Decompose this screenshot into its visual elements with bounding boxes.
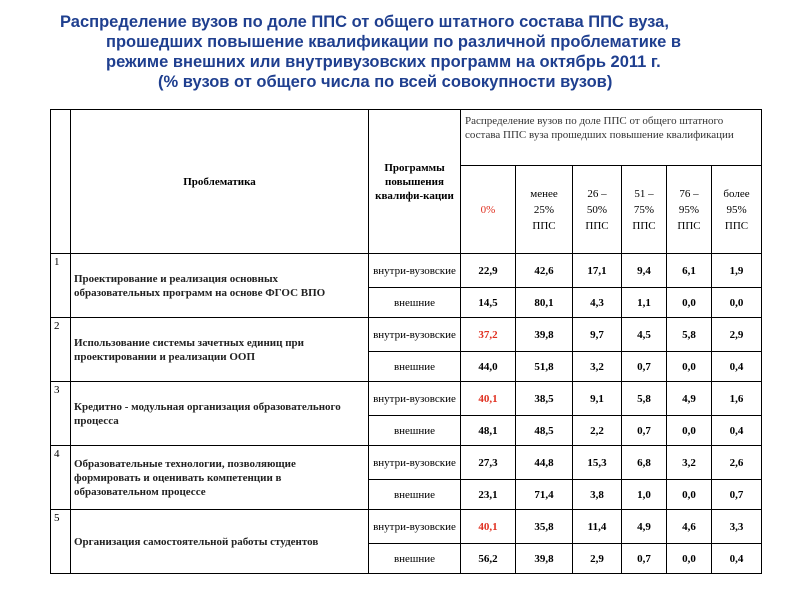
header-col-4: [667, 166, 712, 254]
header-col-line: ППС: [532, 219, 556, 232]
page-title: [60, 12, 760, 92]
value-cell: 1,6: [712, 382, 762, 416]
header-col-5: [712, 166, 762, 254]
table-row: [51, 254, 762, 288]
header-col-0: [461, 166, 516, 254]
row-number: 4: [51, 446, 71, 510]
value-cell: 0,0: [667, 416, 712, 446]
value-cell: 48,5: [516, 416, 573, 446]
value-cell: 9,7: [573, 318, 622, 352]
value-cell: 0,4: [712, 416, 762, 446]
table-row: [51, 446, 762, 480]
title-line-4: (% вузов от общего числа по всей совокупности вузов): [158, 73, 613, 91]
value-cell: 2,6: [712, 446, 762, 480]
value-cell: 0,7: [712, 480, 762, 510]
title-line-3: режиме внешних или внутривузовских программ на октябрь 2011 г.: [106, 53, 661, 71]
header-col-line: ППС: [632, 219, 656, 232]
value-cell: 42,6: [516, 254, 573, 288]
value-cell: 3,3: [712, 510, 762, 544]
value-cell: 3,8: [573, 480, 622, 510]
value-cell: 9,1: [573, 382, 622, 416]
program-type-cell: внутри-вузовские: [369, 382, 461, 416]
distribution-table: [50, 109, 762, 574]
header-col-line: 0%: [480, 203, 496, 216]
value-cell: 40,1: [461, 382, 516, 416]
value-cell: 51,8: [516, 352, 573, 382]
value-cell: 6,1: [667, 254, 712, 288]
value-cell: 2,9: [712, 318, 762, 352]
value-cell: 27,3: [461, 446, 516, 480]
value-cell: 35,8: [516, 510, 573, 544]
value-cell: 0,7: [622, 352, 667, 382]
header-col-line: ППС: [724, 219, 749, 232]
table-row: [51, 510, 762, 544]
header-programs: Программы повышения квалифи-кации: [369, 110, 461, 254]
value-cell: 0,4: [712, 544, 762, 574]
header-col-line: 51 –: [634, 187, 654, 200]
value-cell: 2,9: [573, 544, 622, 574]
title-line-2: прошедших повышение квалификации по различной проблематике в: [106, 33, 682, 51]
program-type-cell: внутри-вузовские: [369, 318, 461, 352]
problem-cell: Проектирование и реализация основных образовательных программ на основе ФГОС ВПО: [71, 254, 369, 318]
value-cell: 0,0: [667, 544, 712, 574]
problem-cell: Кредитно - модульная организация образовательного процесса: [71, 382, 369, 446]
header-col-3: [622, 166, 667, 254]
title-line-1: Распределение вузов по доле ППС от общего штатного состава ППС вуза,: [60, 13, 669, 31]
value-cell: 39,8: [516, 318, 573, 352]
header-col-line: 75%: [633, 203, 655, 216]
program-type-cell: внешние: [369, 288, 461, 318]
value-cell: 1,1: [622, 288, 667, 318]
value-cell: 37,2: [461, 318, 516, 352]
value-cell: 0,0: [667, 352, 712, 382]
value-cell: 1,0: [622, 480, 667, 510]
value-cell: 0,0: [667, 288, 712, 318]
header-col-line: 25%: [533, 203, 555, 216]
value-cell: 39,8: [516, 544, 573, 574]
value-cell: 4,5: [622, 318, 667, 352]
header-col-line: менее: [530, 187, 558, 200]
row-number: 3: [51, 382, 71, 446]
value-cell: 80,1: [516, 288, 573, 318]
program-type-cell: внутри-вузовские: [369, 446, 461, 480]
header-corner-cell: [51, 110, 71, 254]
header-col-line: ППС: [677, 219, 701, 232]
value-cell: 22,9: [461, 254, 516, 288]
value-cell: 48,1: [461, 416, 516, 446]
header-col-line: 50%: [586, 203, 608, 216]
header-col-1: [516, 166, 573, 254]
program-type-cell: внешние: [369, 352, 461, 382]
row-number: 5: [51, 510, 71, 574]
value-cell: 2,2: [573, 416, 622, 446]
value-cell: 6,8: [622, 446, 667, 480]
program-type-cell: внутри-вузовские: [369, 254, 461, 288]
value-cell: 4,3: [573, 288, 622, 318]
header-problem: Проблематика: [71, 110, 369, 254]
value-cell: 44,0: [461, 352, 516, 382]
value-cell: 3,2: [667, 446, 712, 480]
table-row: [51, 382, 762, 416]
program-type-cell: внешние: [369, 544, 461, 574]
value-cell: 4,6: [667, 510, 712, 544]
problem-cell: Организация самостоятельной работы студентов: [71, 510, 369, 574]
value-cell: 0,0: [667, 480, 712, 510]
value-cell: 0,7: [622, 544, 667, 574]
row-number: 1: [51, 254, 71, 318]
value-cell: 17,1: [573, 254, 622, 288]
value-cell: 9,4: [622, 254, 667, 288]
value-cell: 14,5: [461, 288, 516, 318]
value-cell: 4,9: [622, 510, 667, 544]
header-distribution: Распределение вузов по доле ППС от общего штатного состава ППС вуза прошедших повышение квалификации: [461, 110, 762, 166]
row-number: 2: [51, 318, 71, 382]
value-cell: 23,1: [461, 480, 516, 510]
value-cell: 71,4: [516, 480, 573, 510]
value-cell: 5,8: [622, 382, 667, 416]
value-cell: 44,8: [516, 446, 573, 480]
program-type-cell: внутри-вузовские: [369, 510, 461, 544]
value-cell: 0,0: [712, 288, 762, 318]
value-cell: 1,9: [712, 254, 762, 288]
value-cell: 0,7: [622, 416, 667, 446]
header-col-line: 76 –: [679, 187, 699, 200]
header-col-2: [573, 166, 622, 254]
value-cell: 56,2: [461, 544, 516, 574]
header-col-line: 95%: [726, 203, 747, 216]
value-cell: 4,9: [667, 382, 712, 416]
value-cell: 3,2: [573, 352, 622, 382]
table-row: [51, 318, 762, 352]
value-cell: 15,3: [573, 446, 622, 480]
header-col-line: более: [723, 187, 750, 200]
value-cell: 0,4: [712, 352, 762, 382]
problem-cell: Использование системы зачетных единиц при проектировании и реализации ООП: [71, 318, 369, 382]
value-cell: 5,8: [667, 318, 712, 352]
program-type-cell: внешние: [369, 480, 461, 510]
value-cell: 11,4: [573, 510, 622, 544]
problem-cell: Образовательные технологии, позволяющие формировать и оценивать компетенции в образовательном процессе: [71, 446, 369, 510]
program-type-cell: внешние: [369, 416, 461, 446]
header-col-line: ППС: [585, 219, 609, 232]
header-col-line: 26 –: [587, 187, 607, 200]
header-col-line: 95%: [678, 203, 700, 216]
value-cell: 40,1: [461, 510, 516, 544]
value-cell: 38,5: [516, 382, 573, 416]
